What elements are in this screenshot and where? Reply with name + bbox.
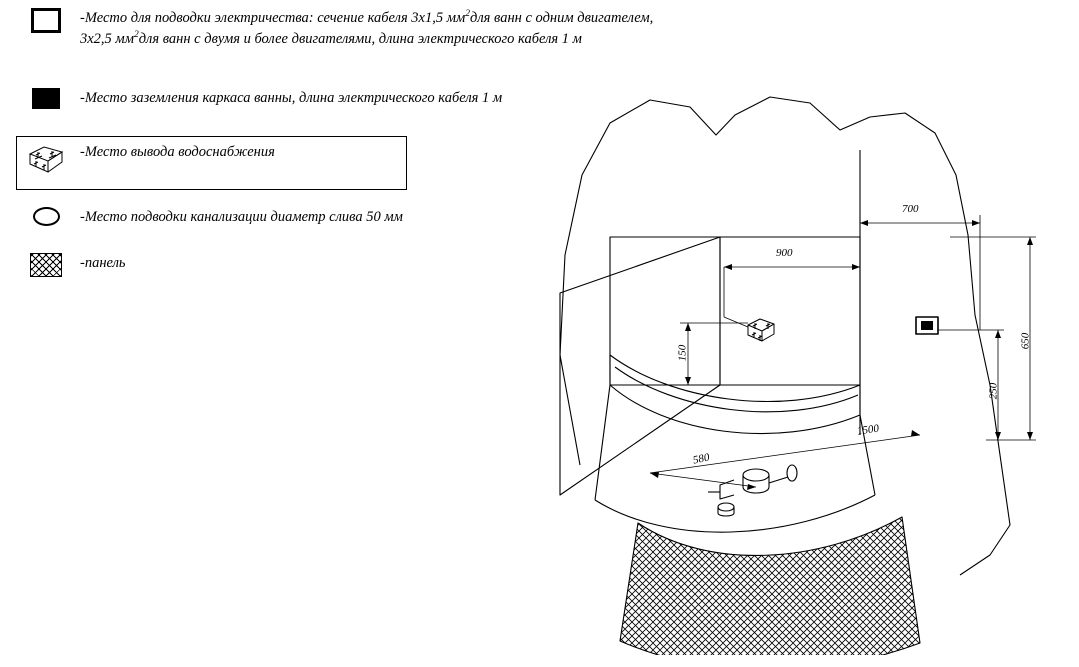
dim-1500: 1500 xyxy=(856,422,880,438)
legend-item-electric xyxy=(16,8,656,50)
bathtub-inner-curve xyxy=(615,367,858,412)
legend-symbol-ellipse xyxy=(16,207,76,226)
bathtub-left-edge xyxy=(595,385,610,500)
legend-item-sewer-label: -Место подводки канализации диаметр слива 50 мм xyxy=(80,209,403,225)
legend-electric-text-pre: -Место для подводки электричества: сечение кабеля 3х1,5 мм xyxy=(80,10,466,26)
dim-150: 150 xyxy=(676,344,689,362)
dimension-lines xyxy=(650,215,1036,490)
dim-250: 250 xyxy=(987,382,1000,400)
legend-symbol-hollow-rectangle xyxy=(16,8,76,33)
bathtub-rim xyxy=(610,355,860,434)
back-wall-plane xyxy=(610,237,860,385)
water-outlet-marker xyxy=(748,319,774,341)
installation-drawing xyxy=(520,55,1079,655)
panel-hatched-region xyxy=(620,517,920,655)
legend-electric-text-post: для ванн с двумя и более двигателями, длина электрического кабеля 1 м xyxy=(138,31,582,48)
legend-electric-sup-1: 2 xyxy=(465,9,470,20)
dim-580: 580 xyxy=(691,451,711,467)
electric-outlet-marker xyxy=(916,317,938,334)
legend-item-panel xyxy=(16,253,316,277)
legend-symbol-faucet xyxy=(16,142,76,176)
legend-item-water-supply-label: -Место вывода водоснабжения xyxy=(80,144,275,160)
dim-900: 900 xyxy=(776,247,793,259)
hollow-rectangle-icon xyxy=(31,8,61,33)
dim-650: 650 xyxy=(1019,332,1032,350)
legend-item-panel-label: -панель xyxy=(80,255,126,271)
legend-item-water-supply xyxy=(16,142,436,176)
dim-700: 700 xyxy=(902,203,919,215)
legend-item-sewer xyxy=(16,207,536,228)
legend-symbol-filled-rectangle xyxy=(16,88,76,109)
hatch-panel-icon xyxy=(30,253,62,277)
legend-electric-text-mid: для ванн с одним двигателем, 3х2,5 мм xyxy=(80,10,654,48)
filled-rectangle-icon xyxy=(32,88,60,109)
legend-symbol-hatch-panel xyxy=(16,253,76,277)
drain-siphon xyxy=(708,465,797,516)
room-outline-path xyxy=(560,97,1010,575)
legend-electric-sup-2: 2 xyxy=(133,30,139,41)
legend-item-electric-label xyxy=(76,8,656,50)
faucet-icon xyxy=(26,142,66,176)
legend-item-grounding-label: -Место заземления каркаса ванны, длина электрического кабеля 1 м xyxy=(80,90,503,106)
drawing-svg xyxy=(520,55,1079,655)
ellipse-icon xyxy=(33,207,60,226)
